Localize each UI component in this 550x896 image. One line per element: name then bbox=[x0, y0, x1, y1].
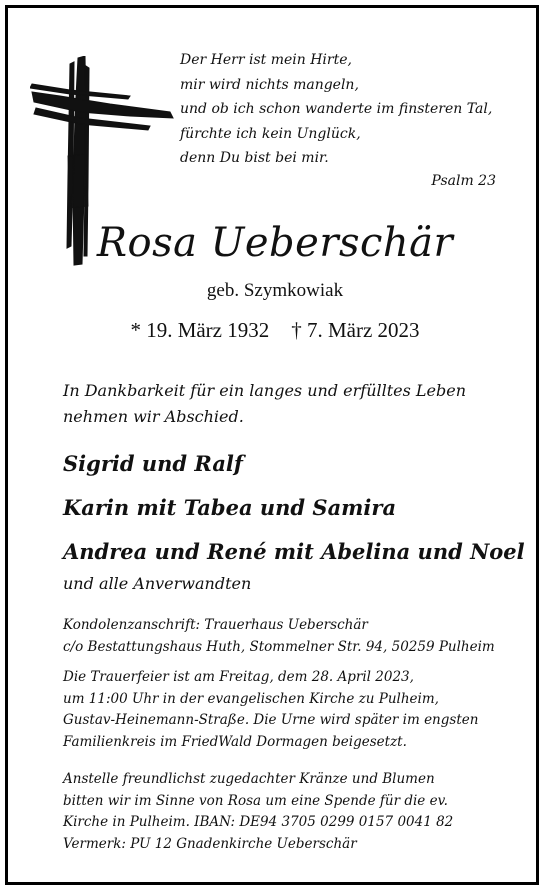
verse-line: fürchte ich kein Unglück, bbox=[180, 125, 361, 142]
funeral-info bbox=[63, 667, 533, 753]
donation-info bbox=[63, 769, 533, 855]
mourner-line: Andrea und René mit Abelina und Noel bbox=[63, 539, 525, 564]
birth-date: * 19. März 1932 bbox=[130, 318, 270, 342]
verse-line: mir wird nichts mangeln, bbox=[180, 76, 359, 93]
obituary-notice bbox=[5, 5, 539, 885]
deceased-name: Rosa Ueberschär bbox=[96, 220, 454, 266]
intro-line: In Dankbarkeit für ein langes und erfülltes Leben bbox=[63, 381, 467, 400]
condolence-line: c/o Bestattungshaus Huth, Stommelner Str. 94, 50259 Pulheim bbox=[63, 638, 495, 655]
farewell-intro bbox=[63, 378, 503, 430]
bible-verse bbox=[180, 48, 520, 171]
funeral-line: Familienkreis im FriedWald Dormagen beigesetzt. bbox=[63, 733, 407, 750]
life-dates bbox=[8, 318, 539, 343]
death-date: † 7. März 2023 bbox=[291, 318, 420, 342]
donation-line: bitten wir im Sinne von Rosa um eine Spende für die ev. bbox=[63, 792, 448, 809]
mourner-line: Karin mit Tabea und Samira bbox=[63, 495, 397, 520]
verse-line: und ob ich schon wanderte im finsteren Tal, bbox=[180, 101, 493, 117]
intro-line: nehmen wir Abschied. bbox=[63, 407, 244, 426]
donation-line: Kirche in Pulheim. IBAN: DE94 3705 0299 0157 0041 82 bbox=[63, 814, 454, 830]
funeral-line: Die Trauerfeier ist am Freitag, dem 28. April 2023, bbox=[63, 669, 414, 685]
relatives-line: und alle Anverwandten bbox=[63, 574, 252, 593]
funeral-line: um 11:00 Uhr in der evangelischen Kirche zu Pulheim, bbox=[63, 690, 439, 707]
funeral-line: Gustav-Heinemann-Straße. Die Urne wird später im engsten bbox=[63, 712, 479, 728]
mourners-list bbox=[63, 442, 533, 574]
mourner-line: Sigrid und Ralf bbox=[63, 451, 243, 476]
verse-line: Der Herr ist mein Hirte, bbox=[180, 52, 352, 68]
donation-line: Vermerk: PU 12 Gnadenkirche Ueberschär bbox=[63, 835, 357, 852]
donation-line: Anstelle freundlichst zugedachter Kränze und Blumen bbox=[63, 771, 435, 787]
verse-source: Psalm 23 bbox=[431, 173, 496, 189]
maiden-name: geb. Szymkowiak bbox=[206, 280, 344, 301]
verse-line: denn Du bist bei mir. bbox=[180, 150, 329, 166]
condolence-line: Kondolenzanschrift: Trauerhaus Ueberschär bbox=[63, 617, 368, 633]
condolence-address bbox=[63, 615, 533, 658]
